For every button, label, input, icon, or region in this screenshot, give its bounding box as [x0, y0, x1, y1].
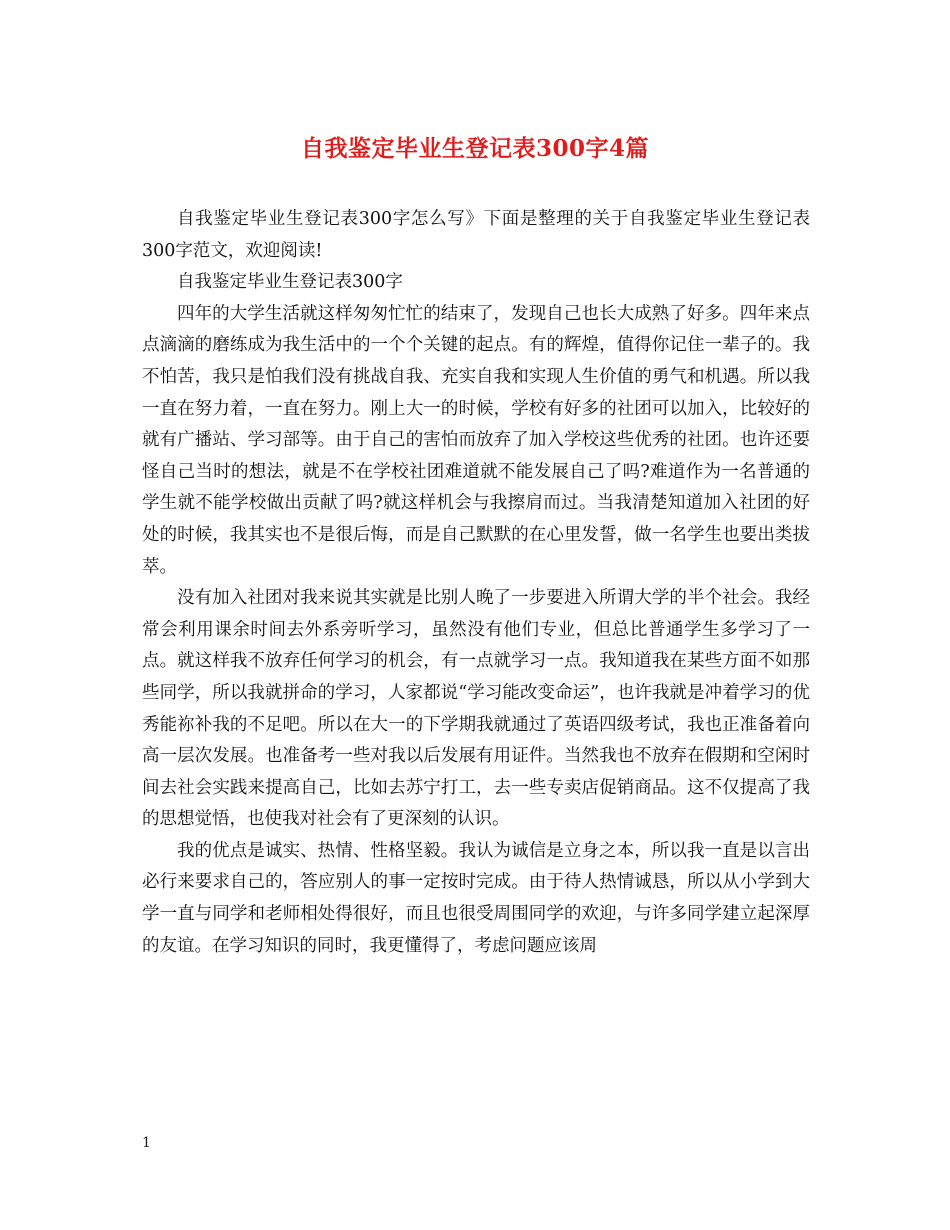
- body-paragraph: 没有加入社团对我来说其实就是比别人晚了一步要进入所谓大学的半个社会。我经常会利用课余时间去外系旁听学习，虽然没有他们专业，但总比普通学生多学习了一点。就这样我不放弃任何学习的机会，有一点就学习一点。我知道我在某些方面不如那些同学，所以我就拼命的学习，人家都说“学习能改变命运”，也许我就是冲着学习的优秀能祢补我的不足吧。所以在大一的下学期我就通过了英语四级考试，我也正准备着向高一层次发展。也准备考一些对我以后发展有用证件。当然我也不放弃在假期和空闲时间去社会实践来提高自己，比如去苏宁打工，去一些专卖店促销商品。这不仅提高了我的思想觉悟，也使我对社会有了更深刻的认识。: [142, 588, 810, 830]
- document-title: 自我鉴定毕业生登记表300字4篇: [300, 135, 649, 162]
- page-number: 1: [142, 1135, 151, 1151]
- body-paragraph: 我的优点是诚实、热情、性格坚毅。我认为诚信是立身之本，所以我一直是以言出必行来要求自己的，答应别人的事一定按时完成。由于待人热情诚恳，所以从小学到大学一直与同学和老师相处得很好，而且也很受周围同学的欢迎，与许多同学建立起深厚的友谊。在学习知识的同时，我更懂得了，考虑问题应该周: [142, 840, 810, 956]
- document-body: [142, 204, 810, 962]
- section-heading: 自我鉴定毕业生登记表300字: [177, 272, 403, 293]
- body-paragraph: 四年的大学生活就这样匆匆忙忙的结束了，发现自己也长大成熟了好多。四年来点点滴滴的磨练成为我生活中的一个个关键的起点。有的辉煌，值得你记住一辈子的。我不怕苦，我只是怕我们没有挑战自我、充实自我和实现人生价值的勇气和机遇。所以我一直在努力着，一直在努力。刚上大一的时候，学校有好多的社团可以加入，比较好的就有广播站、学习部等。由于自己的害怕而放弃了加入学校这些优秀的社团。也许还要怪自己当时的想法，就是不在学校社团难道就不能发展自己了吗?难道作为一名普通的学生就不能学校做出贡献了吗?就这样机会与我擦肩而过。当我清楚知道加入社团的好处的时候，我其实也不是很后悔，而是自己默默的在心里发誓，做一名学生也要出类拔萃。: [142, 303, 810, 577]
- intro-paragraph: 自我鉴定毕业生登记表300字怎么写》下面是整理的关于自我鉴定毕业生登记表300字范文，欢迎阅读!: [142, 209, 810, 261]
